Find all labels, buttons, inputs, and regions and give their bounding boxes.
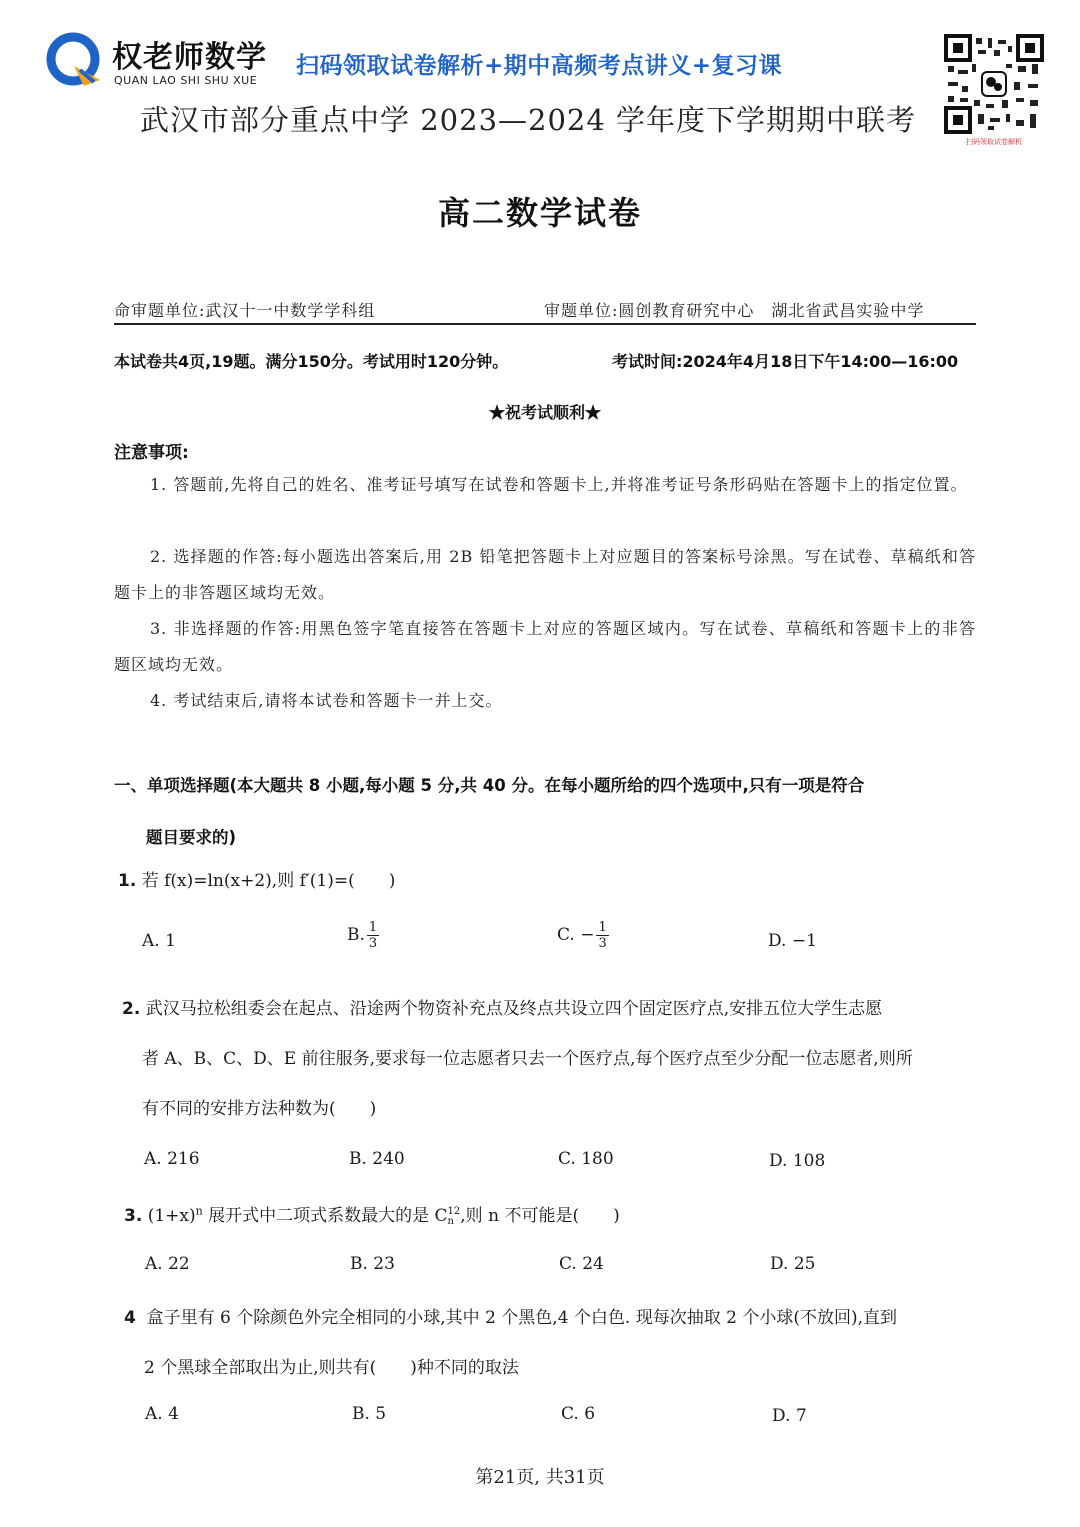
option-a[interactable]: A. 4 — [145, 1404, 179, 1424]
question-stem-line: 盒子里有 6 个除颜色外完全相同的小球,其中 2 个黑色,4 个白色. 现每次抽取 2 个小球(不放回),直到 — [146, 1308, 898, 1328]
section-heading — [114, 760, 984, 864]
question-4 — [124, 1293, 984, 1393]
fraction — [596, 920, 608, 951]
qr-code-icon[interactable] — [944, 34, 1044, 134]
section-heading-line: 题目要求的) — [146, 828, 237, 847]
option-label: C. − — [557, 925, 595, 945]
setter-unit: 命审题单位:武汉十一中数学学科组 — [114, 301, 376, 320]
good-luck-banner: ★祝考试顺利★ — [488, 403, 601, 422]
brand-logo-icon — [44, 30, 106, 92]
exam-title: 武汉市部分重点中学 2023—2024 学年度下学期期中联考 — [140, 103, 917, 137]
brand-name: 权老师数学 — [112, 40, 267, 75]
binomial-indices — [448, 1207, 461, 1227]
exponent: n — [195, 1204, 203, 1218]
note-item: 3. 非选择题的作答:用黑色签字笔直接答在答题卡上对应的答题区域内。写在试卷、草稿纸和答题卡上的非答题区域均无效。 — [114, 619, 976, 674]
question-stem-line: 2 个黑球全部取出为止,则共有( )种不同的取法 — [144, 1358, 519, 1378]
brand-pinyin: QUAN LAO SHI SHU XUE — [114, 74, 258, 87]
question-stem-line: 有不同的安排方法种数为( ) — [142, 1099, 377, 1119]
note-item: 2. 选择题的作答:每小题选出答案后,用 2B 铅笔把答题卡上对应题目的答案标号涂黑。写在试卷、草稿纸和答题卡上的非答题区域均无效。 — [114, 547, 976, 602]
option-c[interactable]: C. 6 — [561, 1404, 596, 1424]
option-b[interactable]: B. 5 — [352, 1404, 387, 1424]
option-b[interactable]: B. 23 — [350, 1254, 395, 1274]
note-item: 1. 答题前,先将自己的姓名、准考证号填写在试卷和答题卡上,并将准考证号条形码贴在答题卡上的指定位置。 — [150, 475, 968, 494]
question-stem-line: 武汉马拉松组委会在起点、沿途两个物资补充点及终点共设立四个固定医疗点,安排五位大学生志愿 — [145, 999, 883, 1019]
option-a[interactable]: A. 1 — [142, 931, 176, 951]
question-3 — [124, 1201, 620, 1227]
question-number: 2. — [122, 999, 141, 1019]
option-c[interactable]: C. 24 — [559, 1254, 604, 1274]
section-heading-line: 一、单项选择题(本大题共 8 小题,每小题 5 分,共 40 分。在每小题所给的四个选项中,只有一项是符合 — [114, 776, 865, 795]
fraction-denominator: 3 — [598, 936, 607, 951]
question-2 — [122, 984, 982, 1134]
page-title: 高二数学试卷 — [437, 194, 642, 232]
stem-part: (1+x) — [147, 1206, 196, 1226]
option-d[interactable]: D. 108 — [769, 1151, 826, 1171]
promo-banner[interactable]: 扫码领取试卷解析+期中高频考点讲义+复习课 — [296, 53, 783, 79]
option-d[interactable]: D. 25 — [770, 1254, 816, 1274]
question-stem — [148, 1206, 620, 1226]
page-number: 第21页, 共31页 — [475, 1467, 605, 1488]
option-c[interactable]: C. 180 — [558, 1149, 614, 1169]
question-1 — [118, 866, 395, 891]
fraction-numerator: 1 — [368, 920, 378, 935]
qr-caption: 扫码领取试卷解析 — [966, 138, 1022, 146]
divider — [114, 323, 976, 325]
notes-heading: 注意事项: — [114, 443, 189, 463]
option-label: B. — [347, 925, 365, 945]
stem-part: ,则 n 不可能是( ) — [460, 1206, 620, 1226]
question-number: 3. — [124, 1206, 143, 1226]
fraction-numerator: 1 — [598, 920, 607, 935]
option-a[interactable]: A. 216 — [144, 1149, 200, 1169]
question-number: 4 — [124, 1308, 136, 1328]
binomial-top: 12 — [447, 1205, 461, 1217]
note-item: 4. 考试结束后,请将本试卷和答题卡一并上交。 — [150, 691, 503, 710]
reviewer-unit: 审题单位:圆创教育研究中心 湖北省武昌实验中学 — [544, 301, 925, 320]
question-number: 1. — [118, 871, 137, 891]
fraction — [367, 920, 379, 951]
question-stem: 若 f(x)=ln(x+2),则 f′(1)=( ) — [141, 871, 396, 891]
exam-time: 考试时间:2024年4月18日下午14:00—16:00 — [612, 352, 959, 371]
option-d[interactable]: D. −1 — [768, 931, 817, 951]
fraction-denominator: 3 — [368, 936, 378, 951]
question-stem-line: 者 A、B、C、D、E 前往服务,要求每一位志愿者只去一个医疗点,每个医疗点至少分配一位志愿者,则所 — [142, 1049, 913, 1069]
option-a[interactable]: A. 22 — [145, 1254, 190, 1274]
option-b[interactable] — [347, 920, 379, 951]
option-d[interactable]: D. 7 — [772, 1406, 807, 1426]
option-c[interactable] — [557, 920, 609, 951]
exam-info: 本试卷共4页,19题。满分150分。考试用时120分钟。 — [114, 352, 509, 371]
stem-part: 展开式中二项式系数最大的是 C — [202, 1206, 448, 1226]
option-b[interactable]: B. 240 — [349, 1149, 405, 1169]
binomial-bottom: n — [447, 1215, 454, 1227]
